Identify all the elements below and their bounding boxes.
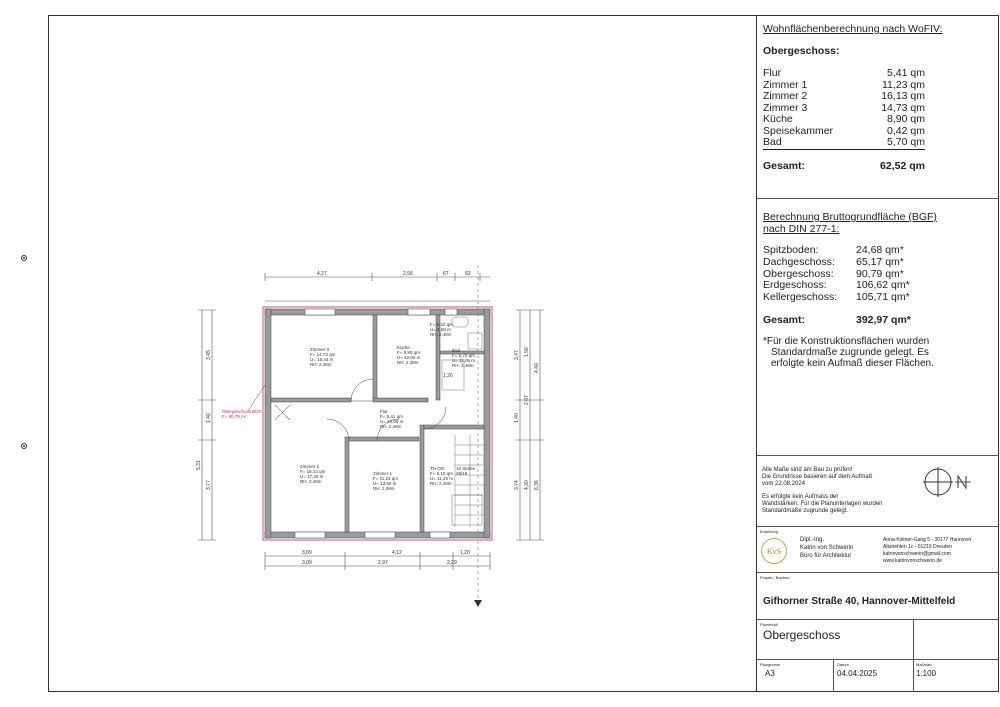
bgf-total: Gesamt: 392,97 qm* bbox=[763, 314, 911, 326]
room-z1-f: F= 11,23 qm bbox=[373, 476, 399, 481]
room-spk-u: U= 2,68 m bbox=[430, 327, 451, 332]
author-line-1: Dipl.-Ing. bbox=[800, 537, 825, 543]
title-block bbox=[756, 15, 999, 692]
bgf-floor-row: Obergeschoss: 90,79 qm* bbox=[763, 267, 904, 280]
bgf-floor-list bbox=[763, 245, 923, 304]
project-value: Gifhorner Straße 40, Hannover-Mittelfeld bbox=[763, 596, 956, 607]
dim-bottom1-1: 3,09 bbox=[302, 550, 312, 556]
date-value: 04.04.2025 bbox=[837, 669, 878, 678]
dim-right2-1: 4,40 bbox=[534, 363, 540, 373]
room-bad-f: F= 5,70 qm bbox=[452, 353, 475, 358]
punch-hole-marker-bottom bbox=[21, 443, 27, 449]
dim-top-1: 4,27 bbox=[317, 271, 327, 277]
room-th-f: F= 5,10 qm bbox=[430, 471, 453, 476]
bgf-label: Obergeschoss BGF bbox=[222, 409, 262, 414]
plan-value: Obergeschoss bbox=[763, 628, 841, 642]
bgf-floor-row: Kellergeschoss: 105,71 qm* bbox=[763, 291, 910, 304]
room-z1-u: U= 13,50 m bbox=[373, 481, 397, 486]
wofiv-room-row: Speisekammer 0,42 qm bbox=[763, 124, 925, 137]
dim-left1-3: 3,77 bbox=[206, 480, 212, 490]
bgf-floor-row: Dachgeschoss: 65,17 qm* bbox=[763, 255, 904, 268]
wofiv-room-row: Zimmer 3 14,73 qm bbox=[763, 101, 925, 114]
room-bad-u: U= 11,06 m bbox=[452, 358, 476, 363]
author-address-1: Anna-Kistner-Gang 5 - 30177 Hannover bbox=[883, 537, 972, 543]
dim-left1-1: 3,45 bbox=[206, 350, 212, 360]
divider bbox=[757, 659, 999, 660]
dim-right1-3: 3,74 bbox=[514, 480, 520, 490]
dim-bottom1-3: 1,20 bbox=[460, 550, 470, 556]
author-section-label: Erstellung bbox=[760, 529, 778, 534]
room-z1-rh: RH: 2,48m bbox=[373, 486, 395, 491]
room-th-rh: RH: 2,49m bbox=[430, 481, 452, 486]
dim-right1-1: 3,47 bbox=[514, 350, 520, 360]
dim-bottom2-2: 2,97 bbox=[378, 560, 388, 566]
author-website: www.katrinvonschwerin.de bbox=[883, 558, 942, 564]
stairs-ratio: 29/19 bbox=[456, 471, 468, 476]
author-line-2: Katrin von Schwerin bbox=[800, 545, 854, 551]
wofiv-room-row: Flur 5,41 qm bbox=[763, 67, 925, 79]
floor-plan-drawing bbox=[190, 265, 550, 610]
company-logo: KvS bbox=[761, 538, 787, 564]
bgf-value: F= 90,79 m² bbox=[222, 414, 247, 419]
dim-bottom2-3: 2,29 bbox=[447, 560, 457, 566]
dim-left2-1: 5,31 bbox=[196, 460, 202, 470]
dim-right1-2: 1,40 bbox=[514, 413, 520, 423]
dim-right-extra-2: 2,07 bbox=[524, 395, 530, 405]
dim-left1-2: 1,40 bbox=[206, 413, 212, 423]
room-bad-rh: RH: 2,48m bbox=[452, 363, 474, 368]
room-z2-name: Zimmer 2 bbox=[300, 464, 319, 469]
wofiv-room-row: Küche 8,90 qm bbox=[763, 113, 925, 125]
room-bad-name: Bad bbox=[452, 348, 461, 353]
notes-line-4: Es erfolgte kein Aufmass der bbox=[762, 494, 839, 500]
plan-label: Planinhalt bbox=[760, 622, 778, 627]
wofiv-floor: Obergeschoss: bbox=[763, 45, 840, 57]
wofiv-room-list bbox=[763, 68, 925, 150]
bgf-title-line1: Berechnung Bruttogrundfläche (BGF) bbox=[763, 211, 937, 223]
stairs-count: 16 Stufen bbox=[456, 466, 476, 471]
sheet-size-value: A3 bbox=[765, 669, 775, 678]
dim-right2-2: 6,36 bbox=[534, 480, 540, 490]
punch-hole-marker-top bbox=[21, 255, 27, 261]
author-address-2: Altstrehlen 1c - 01219 Dresden bbox=[883, 544, 952, 550]
dim-right-extra-1: 1,56 bbox=[524, 347, 530, 357]
room-spk-f: F= 0,42 qm bbox=[430, 322, 453, 327]
sheet-size-label: Plangrenze bbox=[760, 662, 781, 667]
divider bbox=[833, 659, 834, 692]
room-kueche-name: Küche bbox=[397, 345, 410, 350]
divider bbox=[913, 619, 914, 659]
room-kueche-f: F= 8,90 qm bbox=[397, 350, 420, 355]
divider bbox=[913, 659, 914, 692]
room-kueche-rh: RH: 2,48m bbox=[397, 360, 419, 365]
room-flur-rh: RH: 2,48m bbox=[380, 424, 402, 429]
dim-bottom1-2: 4,12 bbox=[392, 550, 402, 556]
room-flur-f: F= 5,41 qm bbox=[380, 414, 403, 419]
dim-top-4: 82 bbox=[465, 271, 471, 277]
author-line-3: Büro für Architektur bbox=[800, 553, 852, 559]
room-z3-u: U= 15,44 m bbox=[310, 357, 334, 362]
room-z2-u: U= 17,40 m bbox=[300, 474, 324, 479]
wofiv-room-row: Zimmer 2 16,13 qm bbox=[763, 90, 925, 102]
room-z2-rh: RH: 2,48m bbox=[300, 479, 322, 484]
notes-line-5: Wandstärken. Für die Planunterlagen wurden bbox=[762, 501, 883, 507]
room-th-u: U= 11,29 m bbox=[430, 476, 454, 481]
wofiv-total: Gesamt: 62,52 qm bbox=[763, 160, 925, 172]
room-flur-u: U= 10,06 m bbox=[380, 419, 404, 424]
bgf-floor-row: Spitzboden: 24,68 qm* bbox=[763, 244, 904, 256]
scale-value: 1:100 bbox=[916, 669, 937, 678]
divider bbox=[757, 572, 999, 573]
author-email: katrinvonschwerin@gmail.com bbox=[883, 551, 951, 557]
bgf-note-2: Standardmaße zugrunde gelegt. Es bbox=[771, 347, 929, 358]
dim-right-extra-3: 4,30 bbox=[524, 480, 530, 490]
notes-line-6: Standardmaße zugrunde gelegt. bbox=[762, 508, 849, 514]
bgf-title-line2: nach DIN 277-1: bbox=[763, 223, 840, 235]
bgf-note-1: *Für die Konstruktionsflächen wurden bbox=[763, 336, 930, 347]
notes-line-3: vom 22.08.2024 bbox=[762, 481, 806, 487]
wofiv-title: Wohnflächenberechnung nach WoFIV: bbox=[763, 23, 943, 35]
room-th-name: TH OG bbox=[430, 466, 445, 471]
divider bbox=[757, 526, 999, 527]
dim-top-2: 2,56 bbox=[403, 271, 413, 277]
room-z1-name: Zimmer 1 bbox=[373, 471, 392, 476]
dim-bottom2-1: 3,09 bbox=[302, 560, 312, 566]
project-label: Projekt / Bauherr bbox=[760, 575, 791, 580]
divider bbox=[757, 455, 999, 456]
room-z3-name: Zimmer 3 bbox=[310, 347, 329, 352]
divider bbox=[757, 619, 999, 620]
notes-line-1: Alle Maße sind am Bau zu prüfen! bbox=[762, 467, 853, 473]
scale-label: Maßstab bbox=[916, 662, 932, 667]
room-z2-f: F= 16,13 qm bbox=[300, 469, 326, 474]
room-spk-rh: RH: 2,48m bbox=[430, 332, 452, 337]
north-arrow-icon bbox=[921, 465, 977, 499]
room-z3-f: F= 14,73 qm bbox=[310, 352, 336, 357]
wofiv-room-row: Bad 5,70 qm bbox=[763, 136, 925, 148]
room-z3-rh: RH: 2,48m bbox=[310, 362, 332, 367]
wofiv-room-row: Zimmer 1 11,23 qm bbox=[763, 78, 925, 91]
notes-line-2: Die Grundrisse basieren auf dem Aufmaß bbox=[762, 474, 873, 480]
bgf-floor-row: Erdgeschoss: 106,62 qm* bbox=[763, 279, 910, 292]
divider bbox=[757, 198, 999, 199]
bgf-note-3: erfolgte kein Aufmaß dieser Flächen. bbox=[771, 358, 934, 369]
dim-top-3: 67 bbox=[443, 271, 449, 277]
date-label: Datum bbox=[837, 662, 849, 667]
dim-stair-width: 1,26 bbox=[443, 373, 453, 379]
room-flur-name: Flur bbox=[380, 409, 388, 414]
room-kueche-u: U= 12,06 m bbox=[397, 355, 421, 360]
